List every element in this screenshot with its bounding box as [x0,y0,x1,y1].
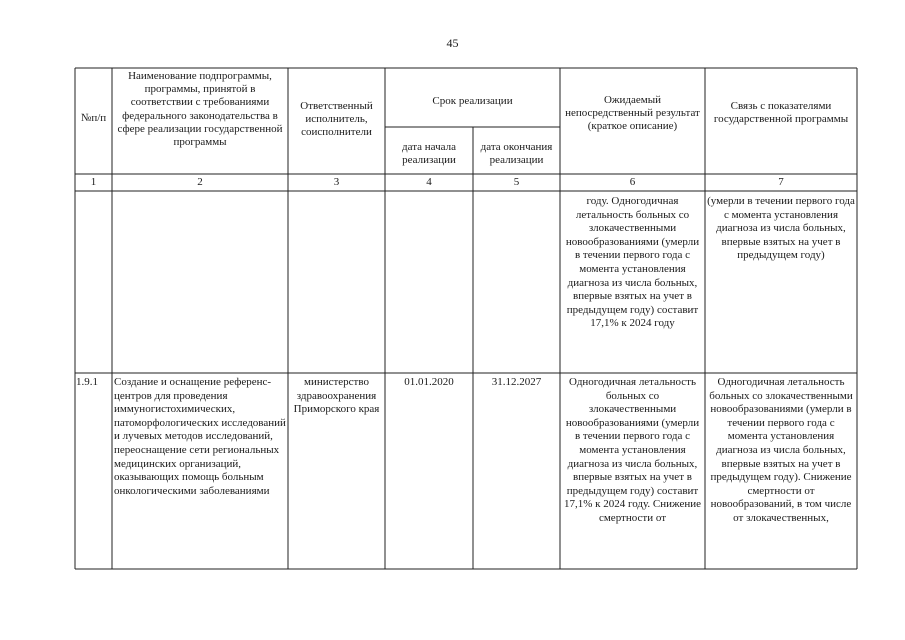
header-number: №п/п [80,112,107,124]
col-number-3: 3 [333,176,340,188]
col-number-2: 2 [197,176,203,188]
col-number-6: 6 [629,176,636,188]
continued-indicator: (умерли в течении первого года с момента установления диагноза из числа больных, впервые взятых на учет в предыдущем году) [707,195,855,262]
col-number-5: 5 [513,176,520,188]
row-indicator: Одногодичная летальность больных со злокачественными новообразованиями (умерли в течении первого года с момента установления диагноза из числа больных, впервые взятых на учет в предыдущем году). Снижение смертности от новообразований, в том числе от злокачественных, [709,376,853,524]
row-number: 1.9.1 [76,376,98,388]
row-end-date: 31.12.2027 [491,376,542,388]
header-end-date: дата окончания реализации [480,141,553,167]
header-term: Срок реализации [432,95,513,107]
col-number-4: 4 [426,176,432,188]
page-number: 45 [446,36,459,50]
col-number-7: 7 [778,176,784,188]
header-start-date: дата начала реализации [402,141,456,167]
col-number-1: 1 [90,176,97,188]
header-indicators: Связь с показателями государственной программы [713,100,849,126]
row-program-name: Создание и оснащение референс-центров для проведения иммуногистохимических, патоморфологических исследований и лучевых методов исследований, переоснащение сети региональных медицинских организаций, оказывающих помощь больным онкологическими заболеваниями [114,376,286,497]
row-expected-result: Одногодичная летальность больных со злокачественными новообразованиями (умерли в течении первого года с момента установления диагноза из числа больных, впервые взятых на учет в предыдущем году) составит 17,1% к 2024 году. Снижение смертности от [563,376,702,524]
header-executor: Ответственный исполнитель, соисполнители [300,100,373,139]
row-start-date: 01.01.2020 [404,376,454,388]
row-executor: министерство здравоохранения Приморского края [293,376,380,416]
header-program-name: Наименование подпрограммы, программы, принятой в соответствии с требованиями федерального законодательства в сфере реализации государственной программы [117,70,283,149]
continued-result: году. Одногодичная летальность больных со злокачественными новообразованиями (умерли в течении первого года с момента установления диагноза из числа больных, впервые взятых на учет в предыдущем году) составит 17,1% к 2024 году [565,195,700,330]
header-expected-result: Ожидаемый непосредственный результат (краткое описание) [565,94,700,133]
